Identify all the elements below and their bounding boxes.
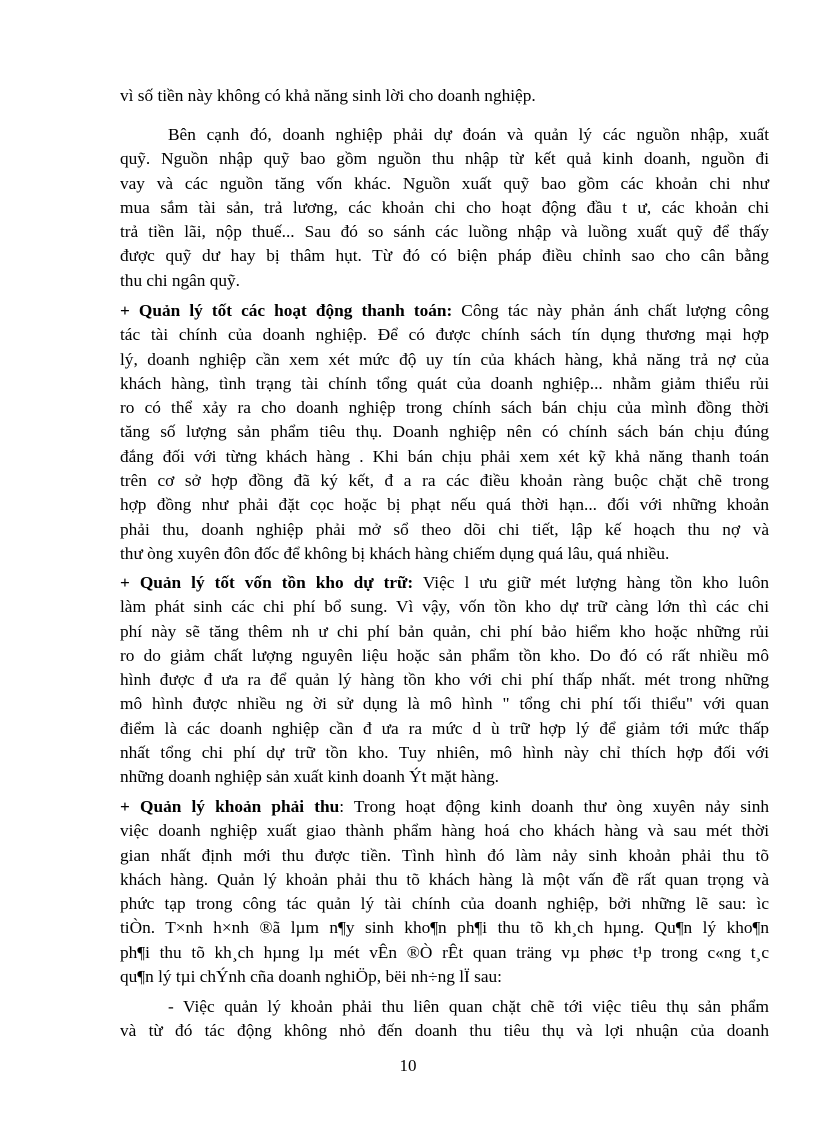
section-heading: + Quản lý tốt vốn tồn kho dự trữ:: [120, 573, 414, 592]
text-line: hợp đồng như phải đặt cọc hoặc bị phạt nếu quá thời hạn... đối với những khoản: [120, 495, 769, 515]
paragraph-receivables-detail: [120, 995, 769, 1044]
text-line: thư òng xuyên đôn đốc để không bị khách hàng chiếm dụng quá lâu, quá nhiều.: [120, 543, 670, 563]
text-run: Việc l ưu giữ mét lượng hàng tồn kho luôn: [413, 573, 769, 592]
paragraph-payment-management: [120, 299, 769, 566]
text-line: mô hình được nhiều ng ời sử dụng là mô hình " tổng chi phí tối thiểu" với quan: [120, 694, 769, 714]
text-line: trên cơ sở hợp đồng đã ký kết, đ a ra các điều khoản ràng buộc chặt chẽ trong: [120, 471, 769, 491]
paragraph-inventory-management: [120, 571, 769, 790]
text-line: tiÒn. T×nh h×nh ®ã lµm n¶y sinh kho¶n ph¶i thu tõ kh¸ch hµng. Qu¶n lý kho¶n: [120, 918, 769, 938]
text-line: hình được đ ưa ra để quản lý hàng tồn kho với chi phí thấp nhất. mét trong những: [120, 670, 769, 690]
text-line: ro do giảm chất lượng nguyên liệu hoặc sản phẩm tồn kho. Do đó có rất nhiều mô: [120, 645, 769, 665]
text-line: khách hàng, tình trạng tài chính tổng quát của doanh nghiệp... nhằm giảm thiểu rủi: [120, 373, 769, 393]
text-line: gian nhất định mới thu được tiền. Tình hình đó làm nảy sinh khoản phải thu tõ: [120, 845, 769, 865]
text-line: tác tài chính của doanh nghiệp. Để có được chính sách tín dụng thương mại hợp: [120, 325, 769, 345]
text-line: nhất tổng chi phí dự trữ tồn kho. Tuy nhiên, mô hình này chỉ thích hợp đối với: [120, 743, 769, 763]
text-line: mua sắm tài sản, trả lương, các khoản chi cho hoạt động đầu t ư, các khoản chi: [120, 197, 769, 217]
section-heading: + Quản lý khoản phải thu: [120, 797, 340, 816]
page-number: 10: [399, 1056, 417, 1075]
text-line: phức tạp trong công tác quản lý tài chính của doanh nghiệp, bởi những lẽ sau: ìc: [120, 894, 769, 914]
text-run: Công tác này phản ánh chất lượng công: [452, 301, 769, 320]
text-line: được quỹ dư hay bị thâm hụt. Từ đó có biện pháp điều chỉnh sao cho cân bằng: [120, 246, 769, 266]
text-line: vay và các nguồn tăng vốn khác. Nguồn xuất quỹ bao gồm các khoản chi như: [120, 173, 769, 193]
text-line: tăng số lượng sản phẩm tiêu thụ. Doanh nghiệp nên có chính sách bán chịu đúng: [120, 422, 769, 442]
text-line: - Việc quản lý khoản phải thu liên quan chặt chẽ tới việc tiêu thụ sản phẩm: [168, 997, 769, 1016]
text-line: ro có thể xảy ra cho doanh nghiệp trong chính sách bán chịu của mình đồng thời: [120, 398, 769, 418]
text-line: phí này sẽ tăng thêm nh ư chi phí bản quản, chi phí bảo hiểm kho hoặc những rủi: [120, 621, 769, 641]
text-line: Bên cạnh đó, doanh nghiệp phải dự đoán và quản lý các nguồn nhập, xuất: [168, 125, 769, 144]
text-line: những doanh nghiệp sản xuất kinh doanh Ýt mặt hàng.: [120, 767, 499, 787]
text-line: trả tiền lãi, nộp thuế... Sau đó so sánh các luồng nhập và luồng xuất quỹ để thấy: [120, 222, 769, 242]
text-line: lý, doanh nghiệp cần xem xét mức độ uy tín của khách hàng, khả năng trả nợ của: [120, 349, 769, 369]
text-line: làm phát sinh các chi phí bổ sung. Vì vậy, vốn tồn kho dự trữ càng lớn thì các chi: [120, 597, 769, 617]
text-line: [120, 571, 769, 595]
paragraph-cash-flow: [120, 123, 769, 293]
text-line: điểm là các doanh nghiệp cần đ ưa ra mức d ù trữ hợp lý để giảm tới mức thấp: [120, 718, 769, 738]
text-line: việc doanh nghiệp xuất giao thành phẩm hàng hoá cho khách hàng và sau mét thời: [120, 821, 769, 841]
text-line: và từ đó tác động không nhỏ đến doanh thu tiêu thụ và lợi nhuận của doanh: [120, 1021, 769, 1041]
section-heading: + Quản lý tốt các hoạt động thanh toán:: [120, 301, 453, 320]
text-line: phải thu, doanh nghiệp phải mở sổ theo dõi chi tiết, lập kế hoạch thu nợ và: [120, 519, 769, 539]
text-line: vì số tiền này không có khả năng sinh lời cho doanh nghiệp.: [120, 86, 536, 105]
paragraph-receivables-management: [120, 795, 769, 989]
text-line: quỹ. Nguồn nhập quỹ bao gồm nguồn thu nhập từ kết quả kinh doanh, nguồn đi: [120, 149, 769, 169]
paragraph-intro-fragment: [120, 84, 769, 108]
text-line: [120, 299, 769, 323]
text-line: thu chi ngân quỹ.: [120, 270, 240, 290]
text-run: : Trong hoạt động kinh doanh thư òng xuyên nảy sinh: [339, 797, 770, 816]
text-line: ph¶i thu tõ kh¸ch hµng lµ mét vÊn ®Ò rÊt quan träng vµ phøc t¹p trong c«ng t¸c: [120, 942, 769, 962]
text-line: qu¶n lý tµi chÝnh cña doanh nghiÖp, bëi nh÷ng lÏ sau:: [120, 967, 502, 987]
text-line: [120, 795, 769, 819]
text-line: khách hàng. Quản lý khoản phải thu tõ khách hàng là một vấn đề rất quan trọng và: [120, 869, 769, 889]
text-line: đắng đối với từng khách hàng . Khi bán chịu phải xem xét kỹ khả năng thanh toán: [120, 446, 769, 466]
